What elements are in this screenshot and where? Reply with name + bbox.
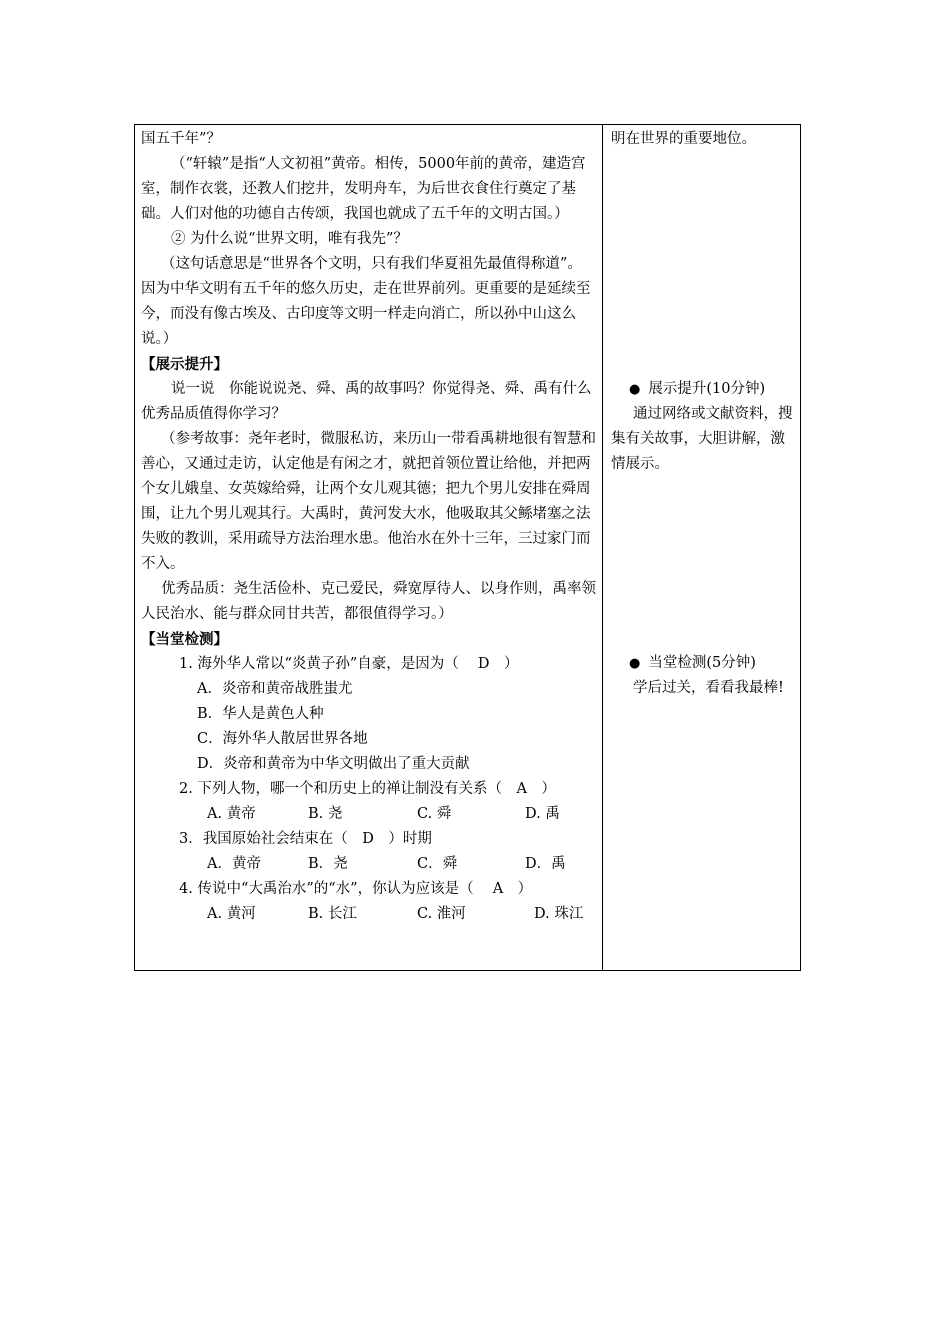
q1-option: B．华人是黄色人种 xyxy=(197,706,324,722)
q4-option: A. 黄河 xyxy=(207,906,256,922)
bullet-icon: ● xyxy=(629,656,641,671)
q3-option: A．黄帝 xyxy=(207,856,261,872)
test-note-text: 学后过关，看看我最棒! xyxy=(633,680,784,696)
test-note-block xyxy=(611,651,794,701)
q4-option: B. 长江 xyxy=(308,906,357,922)
q4-option: D. 珠江 xyxy=(534,906,584,922)
show-note-text: 通过网络或文献资料，搜集有关故事，大胆讲解，激情展示。 xyxy=(611,406,793,472)
question-1: 1. 海外华人常以“炎黄子孙”自豪，是因为（ D ） xyxy=(179,656,519,672)
q3-option: D．禹 xyxy=(525,856,566,872)
show-note-title: ● 展示提升(10分钟) xyxy=(629,381,766,397)
q4-option: C. 淮河 xyxy=(417,906,466,922)
notes-column xyxy=(603,125,800,970)
q2-option: C. 舜 xyxy=(417,806,452,822)
answer-2: （这句话意思是“世界各个文明，只有我们华夏祖先最值得称道”。因为中华文明有五千年的悠久历史，走在世界前列。更重要的是延续至今，而没有像古埃及、古印度等文明一样走向消亡，所以孙中山这么说。） xyxy=(141,256,591,347)
show-note-block xyxy=(611,377,794,477)
question-2: ② 为什么说“世界文明，唯有我先”？ xyxy=(171,231,408,247)
q3-options xyxy=(141,852,596,877)
bullet-icon: ● xyxy=(629,382,641,397)
q3-option: C．舜 xyxy=(417,856,458,872)
show-quality: 优秀品质：尧生活俭朴、克己爱民，舜宽厚待人、以身作则，禹率领人民治水、能与群众同甘共苦，都很值得学习。） xyxy=(141,581,596,622)
q2-option: B. 尧 xyxy=(308,806,343,822)
content-column xyxy=(135,125,603,970)
q1-option: C．海外华人散居世界各地 xyxy=(197,731,368,747)
show-prompt: 说一说 你能说说尧、舜、禹的故事吗？你觉得尧、舜、禹有什么优秀品质值得你学习？ xyxy=(141,381,592,422)
lesson-table xyxy=(134,124,801,971)
section-show-heading: 【展示提升】 xyxy=(141,356,228,373)
q1-option: D．炎帝和黄帝为中华文明做出了重大贡献 xyxy=(197,756,470,772)
intro-line: 国五千年”？ xyxy=(141,131,221,147)
q2-option: D. 禹 xyxy=(525,806,560,822)
q1-option: A．炎帝和黄帝战胜蚩尤 xyxy=(197,681,353,697)
section-test-heading: 【当堂检测】 xyxy=(141,631,228,648)
test-note-title: ● 当堂检测(5分钟) xyxy=(629,655,756,671)
q2-option: A. 黄帝 xyxy=(207,806,256,822)
question-4: 4. 传说中“大禹治水”的“水”，你认为应该是（ A ） xyxy=(179,881,533,897)
question-2-test: 2. 下列人物，哪一个和历史上的禅让制没有关系（ A ） xyxy=(179,781,556,797)
q4-options xyxy=(141,902,596,927)
q3-option: B．尧 xyxy=(308,856,348,872)
answer-1: （“轩辕”是指“人文初祖”黄帝。相传，5000年前的黄帝，建造宫室，制作衣裳，还教人们挖井，发明舟车，为后世衣食住行奠定了基础。人们对他的功德自古传颂，我国也就成了五千年的文明古国。） xyxy=(141,156,586,222)
top-note: 明在世界的重要地位。 xyxy=(611,131,756,147)
show-story: （参考故事：尧年老时，微服私访，来历山一带看禹耕地很有智慧和善心，又通过走访，认定他是有闲之才，就把首领位置让给他，并把两个女儿娥皇、女英嫁给舜，让两个女儿观其德；把九个男儿安排在舜周围，让九个男儿观其行。大禹时，黄河发大水，他吸取其父鲧堵塞之法失败的教训，采用疏导方法治理水患。他治水在外十三年，三过家门而不入。 xyxy=(141,431,596,572)
question-3: 3．我国原始社会结束在（ D ）时期 xyxy=(179,831,432,847)
q2-options xyxy=(141,802,596,827)
